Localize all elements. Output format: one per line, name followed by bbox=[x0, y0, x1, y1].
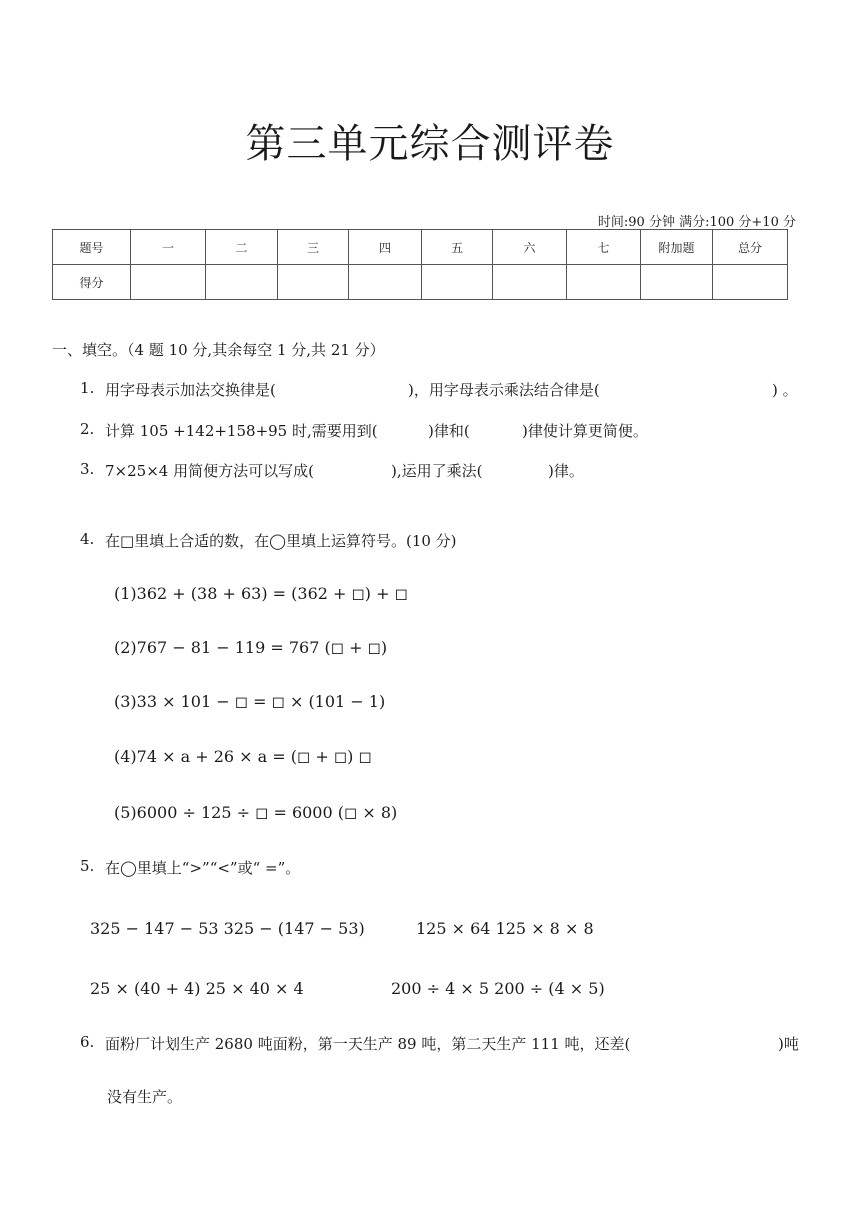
question-text: 计算 105 +142+158+95 时,需要用到( bbox=[105, 422, 378, 440]
table-row-header bbox=[53, 230, 788, 265]
score-input-cell[interactable] bbox=[278, 265, 349, 300]
equation: (5)6000 ÷ 125 ÷ ◻ = 6000 (◻ × 8) bbox=[114, 803, 398, 822]
question-number: 6. bbox=[80, 1033, 95, 1051]
equation: (3)33 × 101 − ◻ = ◻ × (101 − 1) bbox=[114, 692, 386, 711]
table-cell: 二 bbox=[206, 230, 278, 265]
question-text: 没有生产。 bbox=[107, 1088, 183, 1106]
page-title: 第三单元综合测评卷 bbox=[245, 121, 615, 167]
question-text: 在◯里填上“>”“<”或“ =”。 bbox=[105, 859, 301, 877]
equation: (2)767 − 81 − 119 = 767 (◻ + ◻) bbox=[114, 638, 388, 657]
question-text: )，用字母表示乘法结合律是( bbox=[408, 381, 600, 399]
table-cell: 得分 bbox=[53, 265, 131, 300]
exam-meta: 时间:90 分钟 满分:100 分+10 分 bbox=[597, 215, 796, 230]
table-cell: 六 bbox=[493, 230, 567, 265]
table-cell: 五 bbox=[422, 230, 493, 265]
score-input-cell[interactable] bbox=[713, 265, 788, 300]
question-text: 面粉厂计划生产 2680 吨面粉，第一天生产 89 吨，第二天生产 111 吨，还差( bbox=[105, 1035, 631, 1053]
question-text: 用字母表示加法交换律是( bbox=[105, 381, 276, 399]
table-row-scores bbox=[53, 265, 788, 300]
comparison: 200 ÷ 4 × 5 200 ÷ (4 × 5) bbox=[391, 979, 605, 998]
question-number: 5. bbox=[80, 857, 95, 875]
score-input-cell[interactable] bbox=[131, 265, 206, 300]
table-cell: 题号 bbox=[53, 230, 131, 265]
question-number: 4. bbox=[80, 530, 95, 548]
table-cell: 附加题 bbox=[641, 230, 713, 265]
table-cell: 四 bbox=[349, 230, 422, 265]
comparison: 25 × (40 + 4) 25 × 40 × 4 bbox=[90, 979, 304, 998]
score-input-cell[interactable] bbox=[422, 265, 493, 300]
score-input-cell[interactable] bbox=[349, 265, 422, 300]
score-table bbox=[52, 229, 788, 300]
table-cell: 三 bbox=[278, 230, 349, 265]
comparison: 325 − 147 − 53 325 − (147 − 53) bbox=[90, 919, 365, 938]
question-text: )吨 bbox=[778, 1035, 799, 1053]
table-cell: 总分 bbox=[713, 230, 788, 265]
equation: (4)74 × a + 26 × a = (◻ + ◻) ◻ bbox=[114, 747, 372, 766]
question-number: 1. bbox=[80, 379, 95, 397]
comparison: 125 × 64 125 × 8 × 8 bbox=[416, 919, 594, 938]
score-input-cell[interactable] bbox=[493, 265, 567, 300]
question-text: 在□里填上合适的数，在◯里填上运算符号。(10 分) bbox=[105, 532, 457, 550]
score-input-cell[interactable] bbox=[206, 265, 278, 300]
question-text: 7×25×4 用简便方法可以写成( bbox=[105, 462, 314, 480]
question-number: 2. bbox=[80, 420, 95, 438]
question-text: ),运用了乘法( bbox=[391, 462, 483, 480]
table-cell: 七 bbox=[567, 230, 641, 265]
score-input-cell[interactable] bbox=[567, 265, 641, 300]
question-text: )律和( bbox=[428, 422, 470, 440]
table-cell: 一 bbox=[131, 230, 206, 265]
question-text: ) 。 bbox=[772, 381, 798, 399]
question-text: )律使计算更简便。 bbox=[522, 422, 648, 440]
question-number: 3. bbox=[80, 460, 95, 478]
equation: (1)362 + (38 + 63) = (362 + ◻) + ◻ bbox=[114, 584, 408, 603]
question-text: )律。 bbox=[548, 462, 584, 480]
section-heading: 一、填空。（4 题 10 分,其余每空 1 分,共 21 分） bbox=[52, 341, 385, 359]
score-input-cell[interactable] bbox=[641, 265, 713, 300]
